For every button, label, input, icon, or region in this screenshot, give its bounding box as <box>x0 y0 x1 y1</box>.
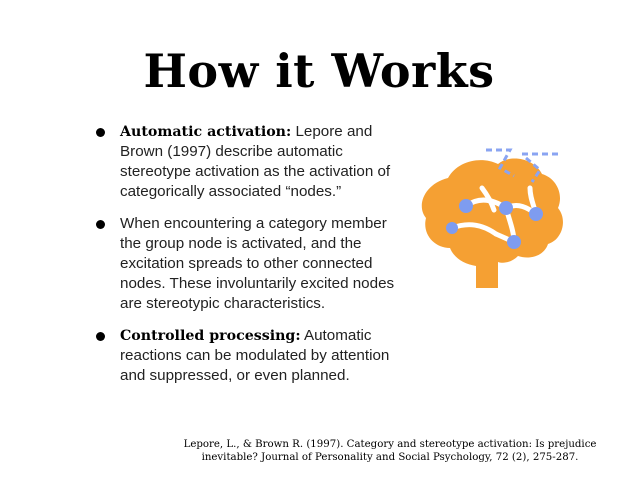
node-circle <box>507 235 521 249</box>
citation-line: inevitable? Journal of Personality and Social Psychology, 72 (2), 275-287. <box>201 452 579 463</box>
bullet-dot <box>96 332 105 341</box>
node-circle <box>529 207 543 221</box>
brain-shape <box>422 159 563 288</box>
bullet-dot <box>96 220 105 229</box>
bullet-dot <box>96 128 105 137</box>
bullet-controlled-processing <box>96 326 396 386</box>
bullet-term: Controlled processing: <box>120 328 301 344</box>
bullet-text: Lepore and Brown (1997) describe automatic stereotype activation as the activation of categorically associated “nodes.” <box>120 123 391 200</box>
bullet-automatic-activation <box>96 122 396 202</box>
bullet-category-member <box>96 214 396 314</box>
bullet-term: Automatic activation: <box>120 124 292 140</box>
slide-title: How it Works <box>143 44 495 98</box>
bullet-list <box>96 122 396 398</box>
citation <box>150 438 630 464</box>
bullet-text: Automatic reactions can be modulated by attention and suppressed, or even planned. <box>120 327 390 384</box>
citation-line: Lepore, L., & Brown R. (1997). Category and stereotype activation: Is prejudice <box>183 439 597 450</box>
bullet-text: When encountering a category member the group node is activated, and the excitation spreads to other connected nodes. These involuntarily excited nodes are stereotypic characteristics. <box>120 215 395 312</box>
node-circle <box>499 201 513 215</box>
node-circle <box>459 199 473 213</box>
node-circle <box>446 222 458 234</box>
brain-icon <box>410 148 575 293</box>
